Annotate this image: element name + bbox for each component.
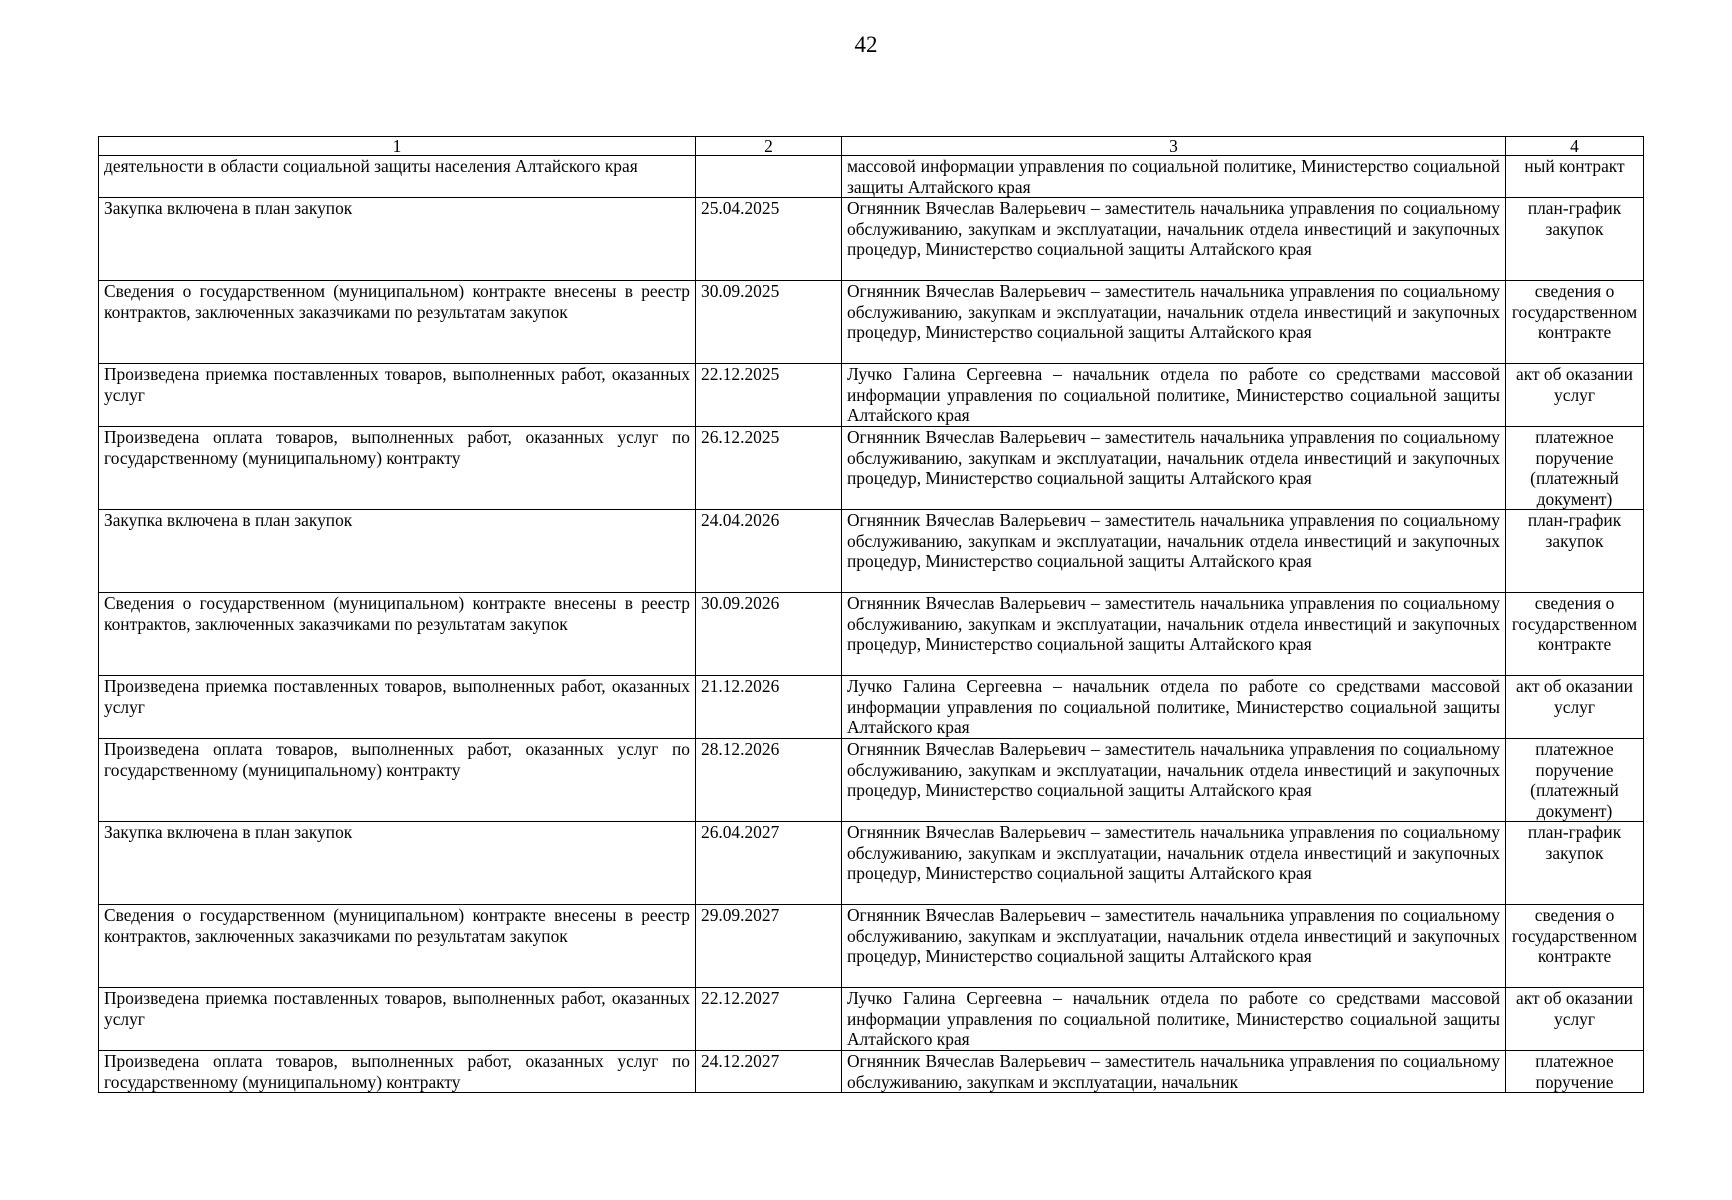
date-cell: 26.12.2025 (696, 427, 842, 510)
table-row (99, 988, 1644, 1051)
table-row (99, 427, 1644, 510)
column-header: 4 (1506, 137, 1644, 156)
date-cell: 30.09.2026 (696, 593, 842, 676)
responsible-cell: Лучко Галина Сергеевна – начальник отдела по работе со средствами массовой информации управления по социальной политике, Министерство социальной защиты Алтайского края (842, 364, 1506, 427)
date-cell: 29.09.2027 (696, 905, 842, 988)
document-cell: акт об оказании услуг (1506, 988, 1644, 1051)
procurement-table (98, 136, 1644, 1093)
column-header: 2 (696, 137, 842, 156)
date-cell: 24.04.2026 (696, 510, 842, 593)
responsible-cell: Лучко Галина Сергеевна – начальник отдела по работе со средствами массовой информации управления по социальной политике, Министерство социальной защиты Алтайского края (842, 988, 1506, 1051)
event-cell: Произведена приемка поставленных товаров, выполненных работ, оказанных услуг (99, 988, 696, 1051)
responsible-cell: Огнянник Вячеслав Валерьевич – заместитель начальника управления по социальному обслуживанию, закупкам и эксплуатации, начальник отдела инвестиций и закупочных процедур, Министерство социальной защиты Алтайского края (842, 510, 1506, 593)
date-cell (696, 156, 842, 198)
table-row (99, 676, 1644, 739)
document-cell: акт об оказании услуг (1506, 676, 1644, 739)
event-cell: Произведена оплата товаров, выполненных работ, оказанных услуг по государственному (муниципальному) контракту (99, 1051, 696, 1093)
responsible-cell: массовой информации управления по социальной политике, Министерство социальной защиты Алтайского края (842, 156, 1506, 198)
responsible-cell: Огнянник Вячеслав Валерьевич – заместитель начальника управления по социальному обслуживанию, закупкам и эксплуатации, начальник отдела инвестиций и закупочных процедур, Министерство социальной защиты Алтайского края (842, 822, 1506, 905)
document-cell: план-график закупок (1506, 510, 1644, 593)
responsible-cell: Огнянник Вячеслав Валерьевич – заместитель начальника управления по социальному обслуживанию, закупкам и эксплуатации, начальник отдела инвестиций и закупочных процедур, Министерство социальной защиты Алтайского края (842, 198, 1506, 281)
event-cell: Закупка включена в план закупок (99, 510, 696, 593)
date-cell: 21.12.2026 (696, 676, 842, 739)
table-row (99, 905, 1644, 988)
table-row (99, 281, 1644, 364)
table-row (99, 198, 1644, 281)
event-cell: Произведена приемка поставленных товаров, выполненных работ, оказанных услуг (99, 676, 696, 739)
column-header: 3 (842, 137, 1506, 156)
date-cell: 30.09.2025 (696, 281, 842, 364)
date-cell: 24.12.2027 (696, 1051, 842, 1093)
event-cell: Произведена оплата товаров, выполненных работ, оказанных услуг по государственному (муниципальному) контракту (99, 739, 696, 822)
page-number: 42 (854, 32, 878, 57)
responsible-cell: Огнянник Вячеслав Валерьевич – заместитель начальника управления по социальному обслуживанию, закупкам и эксплуатации, начальник отдела инвестиций и закупочных процедур, Министерство социальной защиты Алтайского края (842, 281, 1506, 364)
table-row (99, 156, 1644, 198)
date-cell: 26.04.2027 (696, 822, 842, 905)
date-cell: 22.12.2027 (696, 988, 842, 1051)
event-cell: Сведения о государственном (муниципальном) контракте внесены в реестр контрактов, заключенных заказчиками по результатам закупок (99, 281, 696, 364)
table-row (99, 364, 1644, 427)
document-cell: сведения о государственном контракте (1506, 593, 1644, 676)
document-cell: сведения о государственном контракте (1506, 281, 1644, 364)
document-cell: платежное поручение (платежный документ) (1506, 427, 1644, 510)
date-cell: 25.04.2025 (696, 198, 842, 281)
date-cell: 22.12.2025 (696, 364, 842, 427)
event-cell: деятельности в области социальной защиты населения Алтайского края (99, 156, 696, 198)
date-cell: 28.12.2026 (696, 739, 842, 822)
header-row (99, 137, 1644, 156)
event-cell: Произведена приемка поставленных товаров, выполненных работ, оказанных услуг (99, 364, 696, 427)
table-row (99, 1051, 1644, 1093)
document-cell: ный контракт (1506, 156, 1644, 198)
document-cell: платежное поручение (платежный документ) (1506, 739, 1644, 822)
responsible-cell: Огнянник Вячеслав Валерьевич – заместитель начальника управления по социальному обслуживанию, закупкам и эксплуатации, начальник отдела инвестиций и закупочных процедур, Министерство социальной защиты Алтайского края (842, 905, 1506, 988)
responsible-cell: Огнянник Вячеслав Валерьевич – заместитель начальника управления по социальному обслуживанию, закупкам и эксплуатации, начальник (842, 1051, 1506, 1093)
table-row (99, 822, 1644, 905)
event-cell: Закупка включена в план закупок (99, 198, 696, 281)
table-row (99, 593, 1644, 676)
table-row (99, 739, 1644, 822)
responsible-cell: Огнянник Вячеслав Валерьевич – заместитель начальника управления по социальному обслуживанию, закупкам и эксплуатации, начальник отдела инвестиций и закупочных процедур, Министерство социальной защиты Алтайского края (842, 427, 1506, 510)
document-cell: план-график закупок (1506, 198, 1644, 281)
responsible-cell: Огнянник Вячеслав Валерьевич – заместитель начальника управления по социальному обслуживанию, закупкам и эксплуатации, начальник отдела инвестиций и закупочных процедур, Министерство социальной защиты Алтайского края (842, 593, 1506, 676)
document-cell: сведения о государственном контракте (1506, 905, 1644, 988)
document-cell: платежное поручение (1506, 1051, 1644, 1093)
column-header: 1 (99, 137, 696, 156)
responsible-cell: Огнянник Вячеслав Валерьевич – заместитель начальника управления по социальному обслуживанию, закупкам и эксплуатации, начальник отдела инвестиций и закупочных процедур, Министерство социальной защиты Алтайского края (842, 739, 1506, 822)
event-cell: Закупка включена в план закупок (99, 822, 696, 905)
table-row (99, 510, 1644, 593)
event-cell: Сведения о государственном (муниципальном) контракте внесены в реестр контрактов, заключенных заказчиками по результатам закупок (99, 905, 696, 988)
responsible-cell: Лучко Галина Сергеевна – начальник отдела по работе со средствами массовой информации управления по социальной политике, Министерство социальной защиты Алтайского края (842, 676, 1506, 739)
document-cell: план-график закупок (1506, 822, 1644, 905)
event-cell: Произведена оплата товаров, выполненных работ, оказанных услуг по государственному (муниципальному) контракту (99, 427, 696, 510)
event-cell: Сведения о государственном (муниципальном) контракте внесены в реестр контрактов, заключенных заказчиками по результатам закупок (99, 593, 696, 676)
document-cell: акт об оказании услуг (1506, 364, 1644, 427)
